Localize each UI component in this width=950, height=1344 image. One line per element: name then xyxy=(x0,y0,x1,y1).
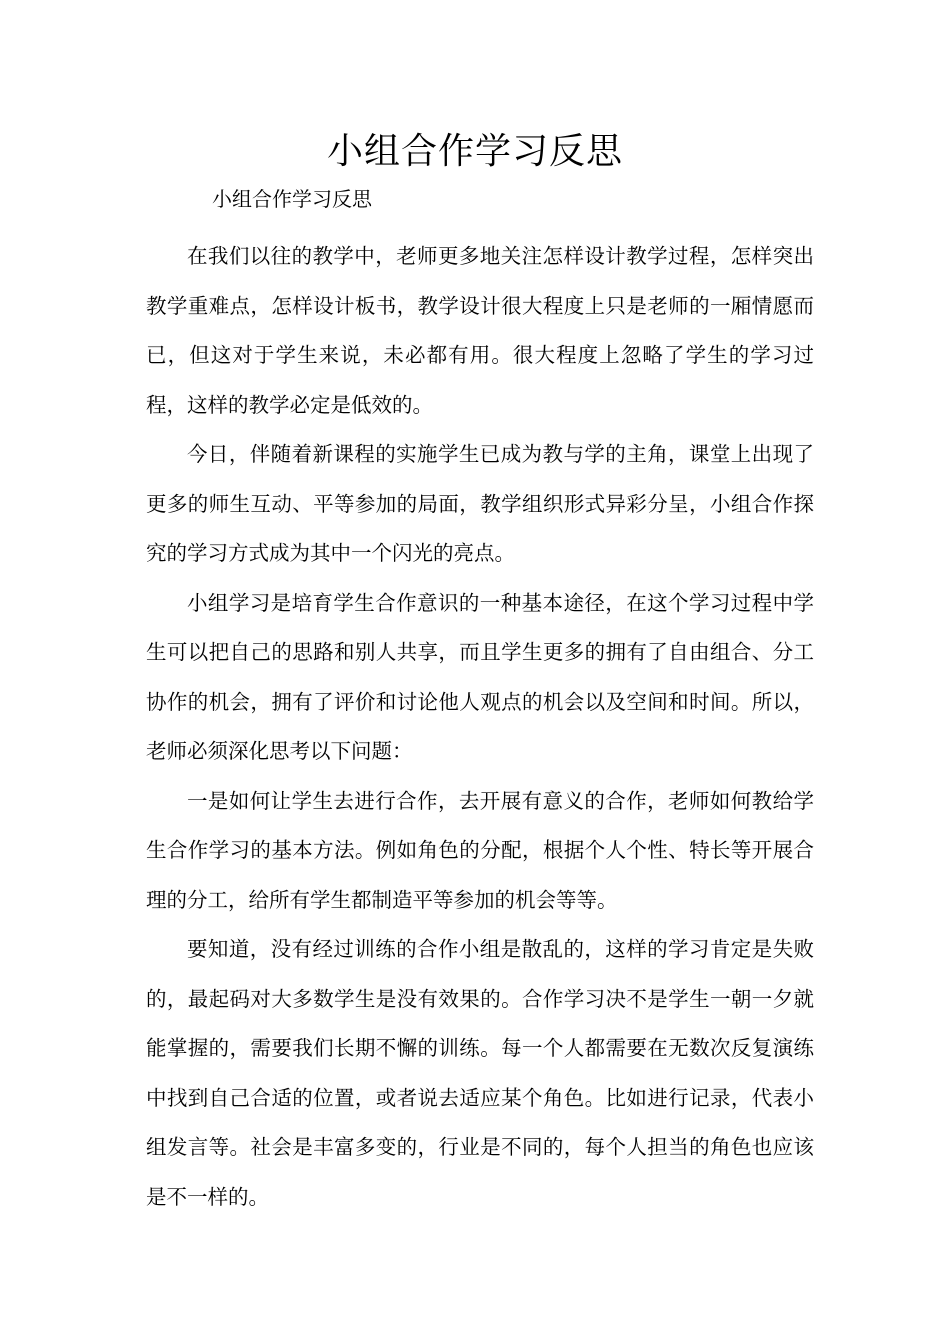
document-subtitle: 小组合作学习反思 xyxy=(212,187,372,211)
paragraph: 在我们以往的教学中，老师更多地关注怎样设计教学过程，怎样突出教学重难点，怎样设计板书，教学设计很大程度上只是老师的一厢情愿而已，但这对于学生来说，未必都有用。很大程度上忽略了学生的学习过程，这样的教学必定是低效的。 xyxy=(146,244,814,417)
document-title: 小组合作学习反思 xyxy=(326,131,623,172)
paragraph: 小组学习是培育学生合作意识的一种基本途径，在这个学习过程中学生可以把自己的思路和别人共享，而且学生更多的拥有了自由组合、分工协作的机会，拥有了评价和讨论他人观点的机会以及空间和时间。所以，老师必须深化思考以下问题： xyxy=(146,590,814,763)
paragraph: 今日，伴随着新课程的实施学生已成为教与学的主角，课堂上出现了更多的师生互动、平等参加的局面，教学组织形式异彩分呈，小组合作探究的学习方式成为其中一个闪光的亮点。 xyxy=(146,442,814,565)
paragraph: 要知道，没有经过训练的合作小组是散乱的，这样的学习肯定是失败的，最起码对大多数学生是没有效果的。合作学习决不是学生一朝一夕就能掌握的，需要我们长期不懈的训练。每一个人都需要在无数次反复演练中找到自己合适的位置，或者说去适应某个角色。比如进行记录，代表小组发言等。社会是丰富多变的，行业是不同的，每个人担当的角色也应该是不一样的。 xyxy=(146,937,814,1209)
paragraph: 一是如何让学生去进行合作，去开展有意义的合作，老师如何教给学生合作学习的基本方法。例如角色的分配，根据个人个性、特长等开展合理的分工，给所有学生都制造平等参加的机会等等。 xyxy=(146,788,814,912)
document-body xyxy=(146,232,814,1222)
